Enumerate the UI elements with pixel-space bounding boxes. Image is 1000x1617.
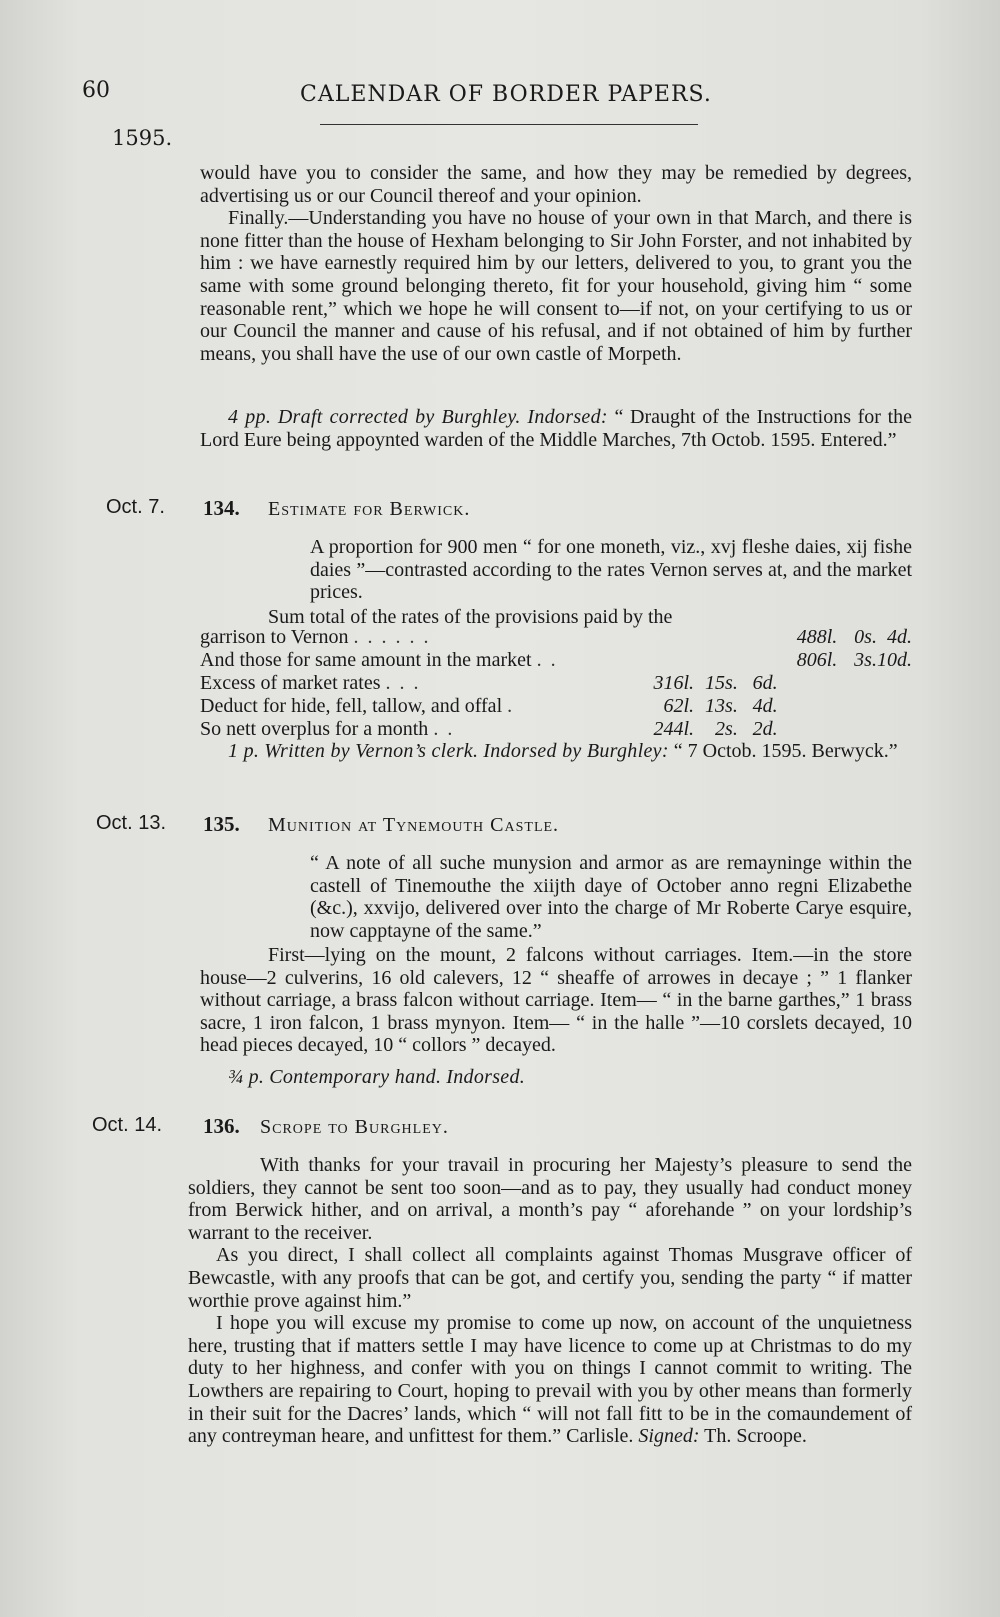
provisions-account-table <box>200 626 912 741</box>
proportion-text: A proportion for 900 men “ for one moneth, viz., xvj fleshe daies, xij fishe daies ”—contrasted according to the rates Vernon serves at, and the market prices. <box>310 536 912 604</box>
continuation-paragraph: Finally.—Understanding you have no house of your own in that March, and there is none fitter than the house of Hexham belonging to Sir John Forster, and not inhabited by him : we have earnestly required him by our letters, delivered to you, to grant you the same with some ground belonging thereto, fit for your household, giving him “ some reasonable rent,” which we hope he will consent to—if not, on your certifying to us or our Council the manner and cause of his refusal, and if not obtained of him by further means, you shall have the use of our own castle of Morpeth. <box>200 207 912 365</box>
total-pence <box>877 718 912 741</box>
amount-pounds <box>653 649 694 672</box>
total-shillings <box>837 695 877 718</box>
account-label <box>200 718 653 741</box>
amount-shillings: 2s. <box>715 718 738 740</box>
total-pounds <box>778 718 838 741</box>
entry-paragraph <box>270 852 912 942</box>
account-label-text: So nett overplus for a month <box>200 718 429 740</box>
total-shillings: 3s. <box>854 649 877 671</box>
note-indorsed-label: Indorsed by Burghley: <box>483 740 669 762</box>
note-description: Contemporary hand. <box>269 1066 442 1088</box>
entry-number: 135. <box>203 812 240 836</box>
account-label <box>200 672 653 695</box>
note-indorsed-label: Indorsed. <box>446 1066 526 1088</box>
total-pounds <box>778 672 838 695</box>
amount-pounds <box>653 626 694 649</box>
note-description: Written by Vernon’s clerk. <box>264 740 479 762</box>
entry-paragraph <box>200 944 912 1057</box>
total-shillings: 0s. <box>854 626 877 648</box>
account-label-text: And those for same amount in the market <box>200 649 532 671</box>
munition-inventory: First—lying on the mount, 2 falcons without carriages. Item.—in the store house—2 culverins, 16 old calevers, 12 “ sheaffe of arrowes in decaye ; ” 1 flanker without carriage, a brass falcon without carriage. Item— “ in the barne garthes,” 1 brass sacre, 1 iron falcon, 1 brass mynyon. Item— “ in the halle ”—10 corslets decayed, 10 head pieces decayed, 10 “ collors ” decayed. <box>200 944 912 1057</box>
entry-paragraph <box>270 536 912 604</box>
letter-paragraph: As you direct, I shall collect all complaints against Thomas Musgrave officer of Bewcastle, with any proofs that can be got, and certify you, sending the party “ if matter worthie prove against him.” <box>188 1244 912 1312</box>
total-pounds: 488l. <box>796 626 838 648</box>
letter-paragraph-text: I hope you will excuse my promise to come up now, on account of the unquietness here, trusting that if matters settle I may have licence to come up at Christmas to do my duty to her highness, and confer with you on things I cannot commit to writing. The Lowthers are repairing to Court, hoping to prevail with you by other means than formerly in their suit for the Dacres’ lands, which “ will not fall fitt to be in the comaundement of any contreyman heare, and unfittest for them.” Carlisle. <box>188 1312 912 1448</box>
note-pages: 1 p. <box>228 740 260 762</box>
amount-pounds: 316l. <box>653 672 695 694</box>
amount-pence: 6d. <box>752 672 778 694</box>
entry-number: 136. <box>203 1114 240 1138</box>
total-shillings <box>837 718 877 741</box>
page-number: 60 <box>82 78 110 103</box>
margin-year: 1595. <box>112 126 173 150</box>
source-note <box>200 740 912 763</box>
note-indorsed-label: Indorsed: <box>527 406 608 428</box>
account-label <box>200 649 653 672</box>
account-row <box>200 672 912 695</box>
running-title: CALENDAR OF BORDER PAPERS. <box>300 82 712 107</box>
account-row <box>200 695 912 718</box>
signed-label: Signed: <box>638 1425 700 1448</box>
account-row <box>200 718 912 741</box>
letter-paragraph <box>188 1312 912 1448</box>
amount-shillings <box>694 626 738 649</box>
total-pence: 4d. <box>887 626 912 648</box>
dot-leader: . <box>507 695 515 717</box>
account-label <box>200 695 653 718</box>
amount-pence <box>738 626 778 649</box>
note-pages: 4 pp. <box>228 406 272 428</box>
note-description: Draft corrected by Burghley. <box>277 406 521 428</box>
note-pages: ¾ p. <box>228 1066 265 1088</box>
letter-body <box>188 1154 912 1448</box>
sum-total-line: Sum total of the rates of the provisions paid by the <box>268 606 673 628</box>
entry-heading: Estimate for Berwick. <box>268 498 471 520</box>
continuation-text <box>200 162 912 365</box>
amount-pence: 4d. <box>752 695 778 717</box>
source-note <box>200 406 912 451</box>
total-pounds <box>778 695 838 718</box>
account-label-text: Excess of market rates <box>200 672 381 694</box>
total-pence <box>877 695 912 718</box>
total-pence: 10d. <box>877 649 912 671</box>
entry-date: Oct. 14. <box>92 1114 163 1136</box>
dot-leader: . . . . . . <box>353 626 431 648</box>
account-label <box>200 626 653 649</box>
entry-date: Oct. 13. <box>96 812 167 834</box>
entry-date: Oct. 7. <box>106 496 165 518</box>
dot-leader: . . <box>536 649 558 671</box>
account-row <box>200 626 912 649</box>
source-note <box>228 1066 912 1089</box>
amount-pence <box>738 649 778 672</box>
letter-paragraph: With thanks for your travail in procuring her Majesty’s pleasure to send the soldiers, they cannot be sent too soon—and as to pay, they usually had conduct money from Berwick hither, and on arrival, a month’s pay “ aforehande ” on your lordship’s warrant to the receiver. <box>188 1154 912 1244</box>
munition-note-quote: “ A note of all suche munysion and armor as are remayninge within the castell of Tinemouthe the xiijth daye of October anno regni Elizabethe (&c.), xxvijo, delivered over into the charge of Mr Roberte Carye esquire, now capptayne of the same.” <box>310 852 912 942</box>
dot-leader: . . . <box>385 672 421 694</box>
amount-pounds: 62l. <box>663 695 695 717</box>
amount-shillings <box>694 649 738 672</box>
total-shillings <box>837 672 877 695</box>
entry-heading: Munition at Tynemouth Castle. <box>268 814 560 836</box>
entry-heading: Scrope to Burghley. <box>260 1116 449 1138</box>
amount-pounds: 244l. <box>653 718 695 740</box>
note-indorsement: “ 7 Octob. 1595. Berwyck.” <box>673 740 898 762</box>
entry-number: 134. <box>203 496 240 520</box>
signature: Th. Scroope. <box>704 1425 807 1448</box>
account-row <box>200 649 912 672</box>
amount-shillings: 15s. <box>705 672 738 694</box>
amount-pence: 2d. <box>752 718 778 740</box>
total-pence <box>877 672 912 695</box>
header-rule <box>320 124 698 125</box>
dot-leader: . . <box>433 718 455 740</box>
account-label-text: Deduct for hide, fell, tallow, and offal <box>200 695 503 717</box>
total-pounds: 806l. <box>796 649 838 671</box>
continuation-paragraph: would have you to consider the same, and how they may be remedied by degrees, advertising us or our Council thereof and your opinion. <box>200 162 912 207</box>
amount-shillings: 13s. <box>705 695 738 717</box>
account-label-text: garrison to Vernon <box>200 626 349 648</box>
note-indorsement: “ Draught of the Instructions for the Lord Eure being appoynted warden of the Middle Marches, 7th Octob. 1595. Entered.” <box>200 406 913 451</box>
